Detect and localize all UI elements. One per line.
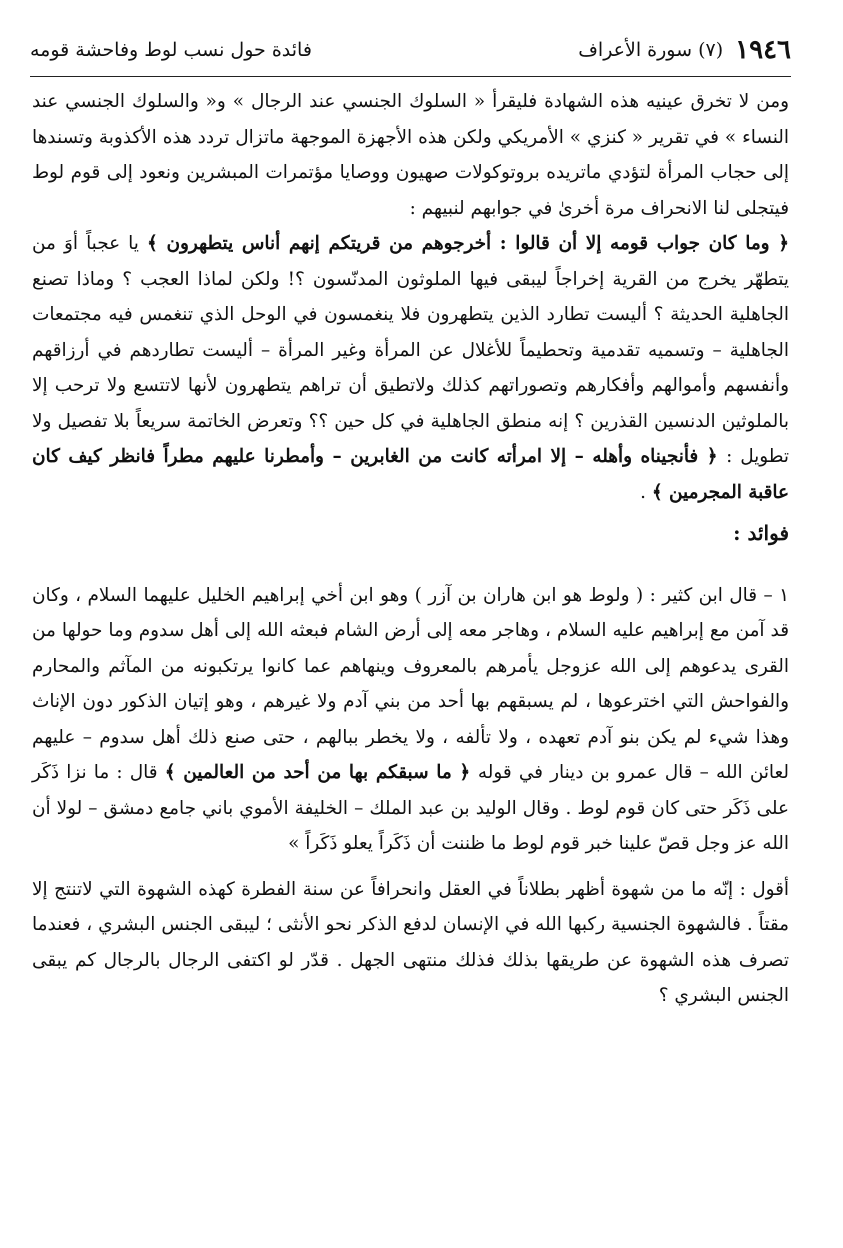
commentary-text: يا عجباً أوَ من يتطهّر يخرج من القرية إخراجاً ليبقى فيها الملوثون المدنّسون ؟! ولكن لماذا العجب ؟ وماذا تصنع الجاهلية الحديثة ؟ أليست تطارد الذين يتطهرون فلا ينغمسون في الوحل الذي تنغمس فيه مجتمعات الجاهلية – وتسميه تقدمية وتحطيماً للأغلال عن المرأة وغير المرأة – أليست تطاردهم في أرزاقهم وأنفسهم وأموالهم وأفكارهم وتصوراتهم كذلك ولاتطيق أن تراهم يتطهرون لأنها لاتتسع ولا ترحب إلا بالملوثين الدنسين القذرين ؟ إنه منطق الجاهلية في كل حين ؟؟ وتعرض الخاتمة سريعاً بلا تفصيل ولا تطويل : bbox=[32, 233, 789, 467]
page-body bbox=[32, 84, 789, 1014]
header-right bbox=[578, 35, 791, 65]
page-header bbox=[30, 30, 791, 70]
quran-verse: ﴿ وما كان جواب قومه إلا أن قالوا : أخرجوهم من قريتكم إنهم أناس يتطهرون ﴾ bbox=[147, 233, 789, 254]
running-topic: فائدة حول نسب لوط وفاحشة قومه bbox=[30, 39, 312, 61]
quran-verse-3: ﴿ ما سبقكم بها من أحد من العالمين ﴾ bbox=[164, 762, 478, 783]
benefit-text-a: ١ – قال ابن كثير : ( ولوط هو ابن هاران بن آزر ) وهو ابن أخي إبراهيم الخليل عليهما السلام ، وكان قد آمن مع إبراهيم عليه السلام ، وهاجر معه إلى أرض الشام فبعثه الله إلى أهل سدوم وما حولها من القرى يدعوهم إلى الله عزوجل يأمرهم بالمعروف وينهاهم عما كانوا يرتكبونه من المآثم والمحارم والفواحش التي اخترعوها ، لم يسبقهم بها أحد من بني آدم ولا غيرهم ، وهو إتيان الذكور دون الإناث وهذا شيء لم يكن بنو آدم تعهده ، ولا تألفه ، ولا يخطر ببالهم ، حتى صنع ذلك أهل سدوم – عليهم لعائن الله – قال عمرو بن دينار في قوله bbox=[32, 584, 790, 783]
paragraph-verse-commentary bbox=[32, 226, 789, 510]
section-title-benefits: فوائد : bbox=[733, 521, 789, 545]
paragraph-intro: ومن لا تخرق عينيه هذه الشهادة فليقرأ « السلوك الجنسي عند الرجال » و« والسلوك الجنسي عند النساء » في تقرير « كنزي » الأمريكي ولكن هذه الأجهزة الموجهة ماتزال تردد هذه الأكذوبة وتسندها إلى حجاب المرأة لتؤدي ماتريده بروتوكولات صهيون ووصايا مؤتمرات المبشرين ونعود إلى قوم لوط فيتجلى لنا الانحراف مرة أخرىٰ في جوابهم لنبيهم : bbox=[32, 91, 789, 219]
paragraph-benefit-1 bbox=[32, 578, 789, 862]
benefit-text-b: قال : ما نزا ذَكَر على ذَكَر حتى كان قوم لوط . وقال الوليد بن عبد الملك – الخليفة الأموي باني جامع دمشق – لولا أن الله عز وجل قصّ علينا خبر قوم لوط ما ظننت أن ذَكَراً يعلو ذَكَراً » bbox=[32, 762, 789, 854]
page-number: ١٩٤٦ bbox=[735, 35, 791, 65]
paragraph-author-note: أقول : إنّه ما من شهوة أظهر بطلاناً في العقل وانحرافاً عن سنة الفطرة كهذه الشهوة التي لاتنتج إلا مقتاً . فالشهوة الجنسية ركبها الله في الإنسان لدفع الذكر نحو الأنثى ؛ ليبقى الجنس البشري ، فعندما تصرف هذه الشهوة عن طريقها بذلك فذلك منتهى الجهل . قدّر لو اكتفى الرجال بالرجال كم يبقى الجنس البشري ؟ bbox=[32, 878, 789, 1006]
surah-title: (٧) سورة الأعراف bbox=[578, 39, 724, 61]
quran-verse-2: ﴿ فأنجيناه وأهله – إلا امرأته كانت من الغابرين – وأمطرنا عليهم مطراً فانظر كيف كان عاقبة المجرمين ﴾ bbox=[32, 446, 789, 503]
commentary-end: . bbox=[640, 481, 652, 503]
header-divider bbox=[30, 76, 791, 77]
paragraph-spacer bbox=[32, 862, 789, 872]
